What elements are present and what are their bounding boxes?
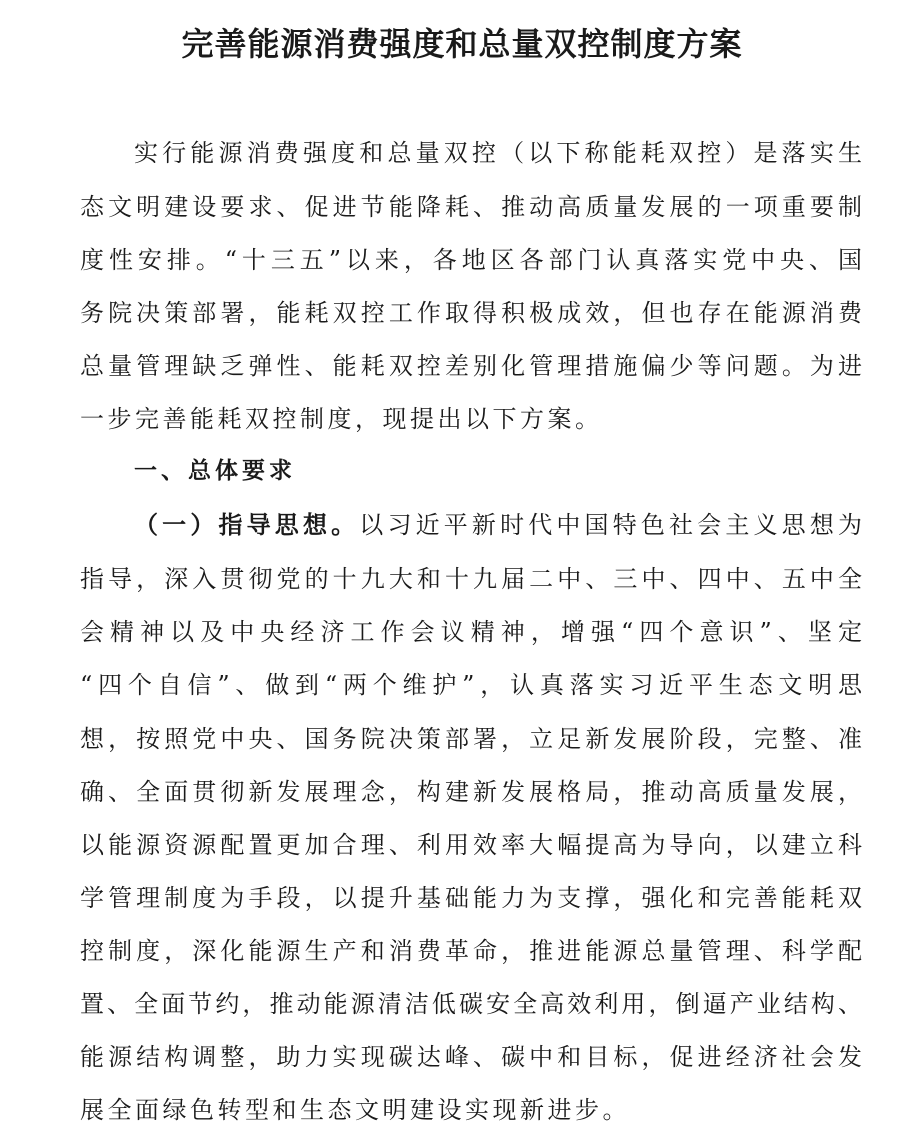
paragraph-line: 能源结构调整，助力实现碳达峰、碳中和目标，促进经济社会发 [80,1043,862,1071]
paragraph-line: 展全面绿色转型和生态文明建设实现新进步。 [80,1096,630,1124]
paragraph-line: 指导，深入贯彻党的十九大和十九届二中、三中、四中、五中全 [80,565,862,593]
paragraph-line: 态文明建设要求、促进节能降耗、推动高质量发展的一项重要制 [80,193,862,221]
paragraph-line: 以能源资源配置更加合理、利用效率大幅提高为导向，以建立科 [80,831,862,859]
paragraph-line: 学管理制度为手段，以提升基础能力为支撑，强化和完善能耗双 [80,884,862,912]
paragraph-line: 确、全面贯彻新发展理念，构建新发展格局，推动高质量发展， [80,778,862,806]
document-title: 完善能源消费强度和总量双控制度方案 [181,25,743,63]
paragraph-first-line [134,508,862,542]
paragraph-line: 度性安排。“十三五”以来，各地区各部门认真落实党中央、国 [80,246,862,274]
paragraph-line: 会精神以及中央经济工作会议精神，增强“四个意识”、坚定 [80,618,862,646]
section-heading: 一、总体要求 [134,458,296,484]
paragraph-line: “四个自信”、做到“两个维护”，认真落实习近平生态文明思 [80,671,862,699]
paragraph-line: 一步完善能耗双控制度，现提出以下方案。 [80,405,603,433]
paragraph-line: 总量管理缺乏弹性、能耗双控差别化管理措施偏少等问题。为进 [80,352,862,380]
paragraph-line: 实行能源消费强度和总量双控（以下称能耗双控）是落实生 [134,139,862,167]
paragraph-line: 置、全面节约，推动能源清洁低碳安全高效利用，倒逼产业结构、 [80,990,862,1018]
paragraph-line-text: 以习近平新时代中国特色社会主义思想为 [359,511,862,539]
subsection-label: （一）指导思想。 [134,511,360,539]
paragraph-line: 想，按照党中央、国务院决策部署，立足新发展阶段，完整、准 [80,725,862,753]
paragraph-line: 控制度，深化能源生产和消费革命，推进能源总量管理、科学配 [80,937,862,965]
paragraph-line: 务院决策部署，能耗双控工作取得积极成效，但也存在能源消费 [80,299,862,327]
